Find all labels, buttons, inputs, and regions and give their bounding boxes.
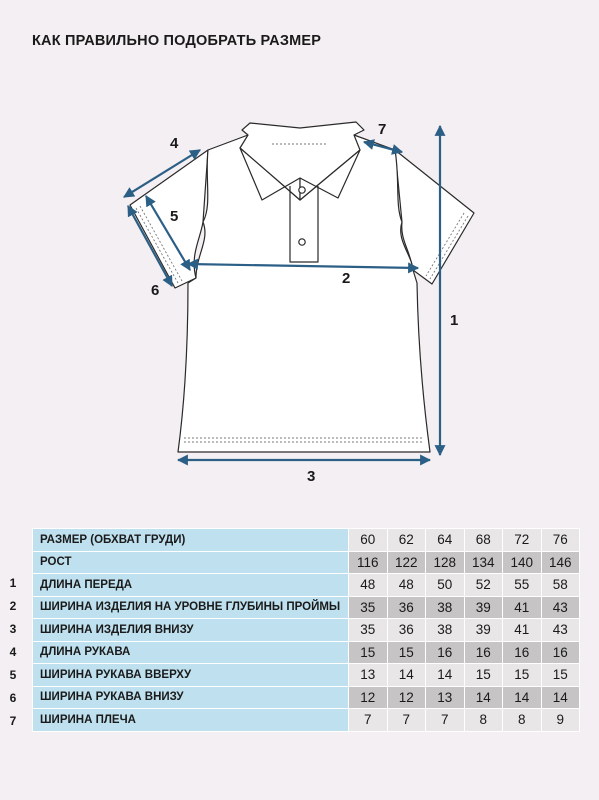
measure-value: 16 bbox=[541, 641, 580, 664]
row-number: 5 bbox=[9, 668, 17, 682]
measure-value: 55 bbox=[503, 574, 542, 597]
button-bottom bbox=[299, 239, 305, 245]
measure-value: 8 bbox=[503, 709, 542, 732]
height-value: 146 bbox=[541, 551, 580, 574]
measure-value: 43 bbox=[541, 596, 580, 619]
table-row bbox=[33, 709, 580, 732]
param-label: ДЛИНА ПЕРЕДА bbox=[33, 574, 349, 597]
measure-value: 16 bbox=[464, 641, 503, 664]
table-row-height bbox=[33, 551, 580, 574]
measure-value: 14 bbox=[503, 686, 542, 709]
label-shoulder-width: 7 bbox=[378, 121, 387, 138]
label-sleeve-length: 4 bbox=[170, 135, 179, 152]
measure-value: 36 bbox=[387, 596, 426, 619]
height-value: 116 bbox=[349, 551, 388, 574]
measure-value: 52 bbox=[464, 574, 503, 597]
measure-value: 7 bbox=[349, 709, 388, 732]
page-title: КАК ПРАВИЛЬНО ПОДОБРАТЬ РАЗМЕР bbox=[32, 33, 322, 49]
label-sleeve-bottom-width: 6 bbox=[151, 282, 160, 299]
measure-value: 13 bbox=[426, 686, 465, 709]
label-bottom-width: 3 bbox=[307, 468, 316, 485]
param-label: ШИРИНА ПЛЕЧА bbox=[33, 709, 349, 732]
measure-value: 41 bbox=[503, 596, 542, 619]
table-row bbox=[33, 686, 580, 709]
measure-value: 38 bbox=[426, 619, 465, 642]
measure-value: 15 bbox=[464, 664, 503, 687]
row-number: 4 bbox=[9, 645, 17, 659]
size-table-container bbox=[32, 528, 580, 732]
measure-value: 38 bbox=[426, 596, 465, 619]
measure-value: 7 bbox=[387, 709, 426, 732]
height-value: 134 bbox=[464, 551, 503, 574]
label-sleeve-top-width: 5 bbox=[170, 208, 179, 225]
measure-value: 39 bbox=[464, 619, 503, 642]
measure-value: 12 bbox=[387, 686, 426, 709]
measure-value: 39 bbox=[464, 596, 503, 619]
measure-value: 36 bbox=[387, 619, 426, 642]
row-number: 7 bbox=[9, 714, 17, 728]
button-top bbox=[299, 187, 305, 193]
measure-value: 9 bbox=[541, 709, 580, 732]
height-value: 140 bbox=[503, 551, 542, 574]
param-label: РОСТ bbox=[33, 551, 349, 574]
table-row bbox=[33, 664, 580, 687]
measure-value: 14 bbox=[541, 686, 580, 709]
height-value: 122 bbox=[387, 551, 426, 574]
measure-value: 50 bbox=[426, 574, 465, 597]
param-label: ШИРИНА РУКАВА ВНИЗУ bbox=[33, 686, 349, 709]
size-value: 76 bbox=[541, 529, 580, 552]
height-value: 128 bbox=[426, 551, 465, 574]
table-row bbox=[33, 574, 580, 597]
measure-value: 15 bbox=[503, 664, 542, 687]
measure-value: 14 bbox=[426, 664, 465, 687]
measure-value: 41 bbox=[503, 619, 542, 642]
measure-value: 14 bbox=[464, 686, 503, 709]
measure-value: 15 bbox=[541, 664, 580, 687]
size-table bbox=[32, 528, 580, 732]
measure-value: 8 bbox=[464, 709, 503, 732]
size-value: 68 bbox=[464, 529, 503, 552]
param-label: ДЛИНА РУКАВА bbox=[33, 641, 349, 664]
measure-value: 48 bbox=[387, 574, 426, 597]
measure-value: 15 bbox=[387, 641, 426, 664]
size-value: 60 bbox=[349, 529, 388, 552]
measure-value: 7 bbox=[426, 709, 465, 732]
size-value: 62 bbox=[387, 529, 426, 552]
size-value: 64 bbox=[426, 529, 465, 552]
size-value: 72 bbox=[503, 529, 542, 552]
table-row-size bbox=[33, 529, 580, 552]
measure-value: 13 bbox=[349, 664, 388, 687]
measure-value: 35 bbox=[349, 596, 388, 619]
label-chest-width: 2 bbox=[342, 270, 351, 287]
param-label: ШИРИНА ИЗДЕЛИЯ ВНИЗУ bbox=[33, 619, 349, 642]
measure-value: 15 bbox=[349, 641, 388, 664]
measure-value: 48 bbox=[349, 574, 388, 597]
label-front-length: 1 bbox=[450, 312, 459, 329]
measure-value: 16 bbox=[503, 641, 542, 664]
measure-value: 35 bbox=[349, 619, 388, 642]
row-number: 6 bbox=[9, 691, 17, 705]
measure-value: 16 bbox=[426, 641, 465, 664]
measure-value: 43 bbox=[541, 619, 580, 642]
measure-value: 12 bbox=[349, 686, 388, 709]
table-row bbox=[33, 641, 580, 664]
row-number: 3 bbox=[9, 622, 17, 636]
table-row bbox=[33, 619, 580, 642]
measure-value: 58 bbox=[541, 574, 580, 597]
param-label: РАЗМЕР (ОБХВАТ ГРУДИ) bbox=[33, 529, 349, 552]
param-label: ШИРИНА ИЗДЕЛИЯ НА УРОВНЕ ГЛУБИНЫ ПРОЙМЫ bbox=[33, 596, 349, 619]
param-label: ШИРИНА РУКАВА ВВЕРХУ bbox=[33, 664, 349, 687]
shirt-outline bbox=[130, 122, 474, 452]
measure-value: 14 bbox=[387, 664, 426, 687]
table-row bbox=[33, 596, 580, 619]
row-number: 1 bbox=[9, 576, 17, 590]
row-number: 2 bbox=[9, 599, 17, 613]
